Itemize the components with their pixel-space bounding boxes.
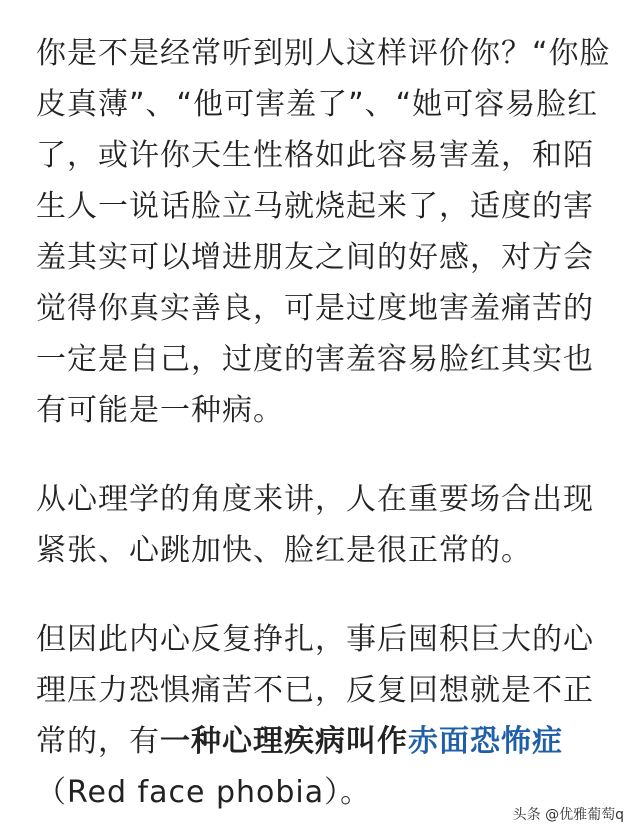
paragraph-3-text-before: 但因此内心反复挣扎，事后囤积巨大的心理压力恐惧痛苦不已，反复回想就是不正常的，有 xyxy=(36,622,594,759)
paragraph-2: 从心理学的角度来讲，人在重要场合出现紧张、心跳加快、脸红是很正常的。 xyxy=(36,482,594,568)
article-body xyxy=(36,28,616,818)
watermark: 头条 @优雅葡萄q xyxy=(509,802,628,826)
paragraph-3 xyxy=(36,614,616,818)
paragraph-1: 你是不是经常听到别人这样评价你？“你脸皮真薄”、“他可害羞了”、“她可容易脸红了，或许你天生性格如此容易害羞，和陌生人一说话脸立马就烧起来了，适度的害羞其实可以增进朋友之间的好感，对方会觉得你真实善良，可是过度地害羞痛苦的一定是自己，过度的害羞容易脸红其实也有可能是一种病。 xyxy=(36,36,611,428)
paragraph-3-text-after: （Red face phobia）。 xyxy=(36,775,372,810)
bold-phrase: 一种心理疾病叫作 xyxy=(160,724,408,759)
term-link-red-face-phobia[interactable]: 赤面恐怖症 xyxy=(408,724,563,759)
